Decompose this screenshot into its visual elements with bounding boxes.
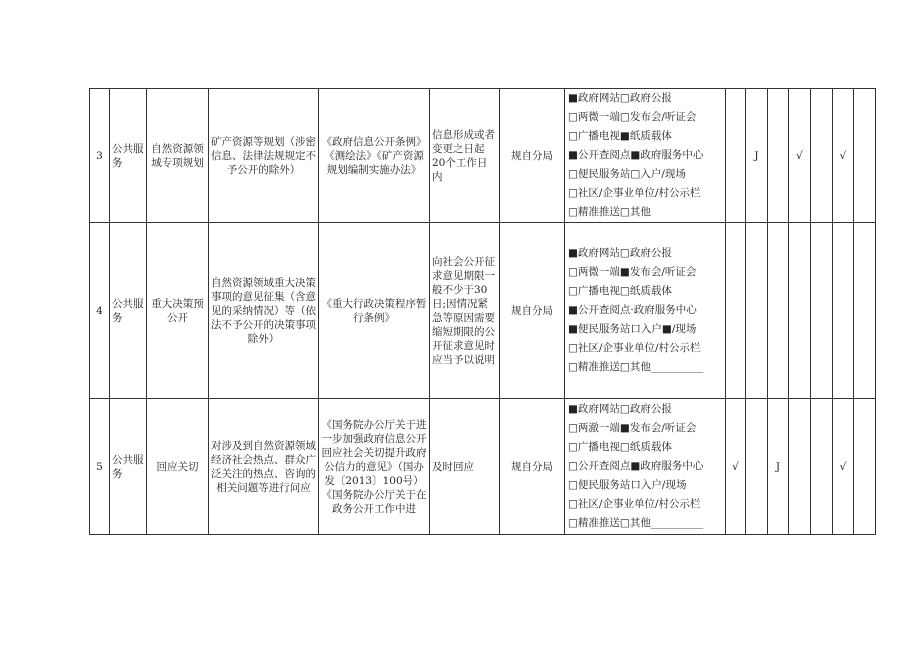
channel-line: ■政府网站□政府公报 (568, 92, 672, 104)
basis-cell: 《国务院办公厅关于进一步加强政府信息公开回应社会关切提升政府公信力的意见》（国办发〔2013〕100号）《国务院办公厅关于在政务公开工作中进 (319, 399, 430, 535)
mark-cell (811, 399, 833, 535)
table-row (90, 223, 876, 399)
mark-cell (768, 89, 789, 223)
mark-cell: J (746, 89, 768, 223)
row-number: 4 (90, 223, 110, 399)
subcategory-cell: 重大决策预公开 (147, 223, 209, 399)
channel-line: □社区/企事业单位/村公示栏 (568, 498, 701, 510)
channel-line: □社区/企事业单位/村公示栏 (568, 187, 701, 199)
mark-cell: √ (726, 399, 746, 535)
channel-line: □便民服务站□入户/现场 (568, 168, 686, 180)
basis-cell: 《重大行政决策程序暂行条例》 (319, 223, 430, 399)
channel-line: □两微一端■发布会/听证会 (568, 266, 697, 278)
mark-cell: √ (833, 89, 854, 223)
mark-cell: √ (789, 89, 811, 223)
mark-cell: √ (833, 399, 854, 535)
mark-cell (833, 223, 854, 399)
subcategory-cell: 自然资源领域专项规划 (147, 89, 209, 223)
category-cell: 公共服务 (110, 223, 147, 399)
mark-cell (811, 89, 833, 223)
subject-cell: 规自分局 (500, 89, 565, 223)
channel-line: ■公开查阅点·政府服务中心 (568, 304, 697, 316)
channel-line: □两微一端□发布会/听证会 (568, 111, 697, 123)
channel-line: □广播电视■纸质载体 (568, 130, 672, 142)
category-cell: 公共服务 (110, 89, 147, 223)
channel-line: ■政府网站□政府公报 (568, 247, 672, 259)
channel-line: □便民服务站口入户/现场 (568, 479, 687, 491)
mark-cell (768, 223, 789, 399)
channel-line: □公开查阅点■政府服务中心 (568, 460, 704, 472)
mark-cell: J (768, 399, 789, 535)
time-limit-cell: 及时回应 (430, 399, 500, 535)
content-cell: 矿产资源等规划（涉密信息、法律法规规定不予公开的除外） (209, 89, 319, 223)
channel-line: □精准推送□其他 (568, 206, 651, 218)
channel-line: ■公开查阅点■政府服务中心 (568, 149, 704, 161)
channel-line: □两澈一端■发布会/听证会 (568, 422, 697, 434)
mark-cell (789, 223, 811, 399)
time-limit-cell: 信息形成或者变更之日起20个工作日内 (430, 89, 500, 223)
mark-cell (726, 223, 746, 399)
channel-line: □广播电视□纸质载体 (568, 285, 672, 297)
subject-cell: 规自分局 (500, 223, 565, 399)
mark-cell (726, 89, 746, 223)
subcategory-cell: 回应关切 (147, 399, 209, 535)
channel-line: ■便民服务站口入户■/现场 (568, 323, 697, 335)
channel-line: ■政府网站□政府公报 (568, 403, 672, 415)
basis-cell: 《政府信息公开条例》《测绘法》《矿产资源规划编制实施办法》 (319, 89, 430, 223)
mark-cell (854, 399, 876, 535)
mark-cell (811, 223, 833, 399)
mark-cell (854, 89, 876, 223)
disclosure-table (89, 88, 876, 535)
row-number: 3 (90, 89, 110, 223)
row-number: 5 (90, 399, 110, 535)
channel-line: □精准推送□其他__________ (568, 361, 704, 373)
time-limit-cell: 向社会公开征求意见期限一般不少于30日;因情况紧急等原因需要缩短期限的公开征求意见时应当予以说明 (430, 223, 500, 399)
mark-cell (746, 223, 768, 399)
channels-cell (565, 223, 726, 399)
channel-line: □精准推送□其他__________ (568, 517, 704, 529)
category-cell: 公共服务 (110, 399, 147, 535)
channels-cell (565, 89, 726, 223)
mark-cell (746, 399, 768, 535)
channel-line: □广播电视□纸质载体 (568, 441, 672, 453)
subject-cell: 规自分局 (500, 399, 565, 535)
mark-cell (789, 399, 811, 535)
table-row (90, 399, 876, 535)
channels-cell (565, 399, 726, 535)
content-cell: 自然资源领域重大决策事项的意见征集（含意见的采纳情况）等（依法不予公开的决策事项除外） (209, 223, 319, 399)
mark-cell (854, 223, 876, 399)
channel-line: □社区/企事业单位/村公示栏 (568, 342, 701, 354)
content-cell: 对涉及到自然资源领域经济社会热点、群众广泛关注的热点、咨询的相关问题等进行问应 (209, 399, 319, 535)
table-row (90, 89, 876, 223)
